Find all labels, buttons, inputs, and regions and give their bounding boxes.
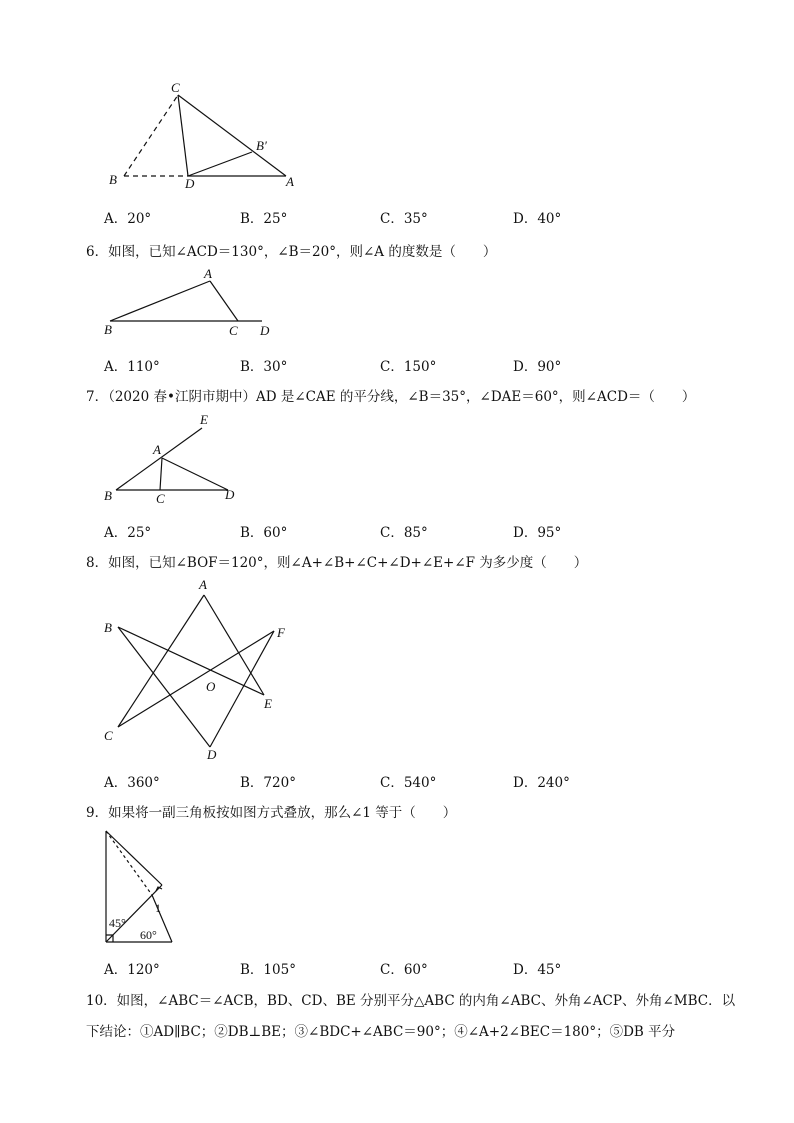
- q9-option-c[interactable]: C．60°: [380, 962, 428, 978]
- q6-options: [0, 355, 794, 375]
- q5-figure: [100, 80, 320, 195]
- point-label-D: D: [185, 176, 195, 191]
- q5-options: [0, 207, 794, 227]
- q5-option-b[interactable]: B．25°: [240, 211, 288, 227]
- q6-stem: 6．如图，已知∠ACD＝130°，∠B＝20°，则∠A 的度数是（ ）: [86, 244, 497, 260]
- q8-figure: [100, 575, 300, 765]
- point-label-D: D: [260, 323, 270, 338]
- q10-stem-line2: 下结论：①AD∥BC；②DB⊥BE；③∠BDC+∠ABC＝90°；④∠A+2∠BEC＝180°；⑤DB 平分: [86, 1024, 676, 1040]
- q7-option-c[interactable]: C．85°: [380, 525, 428, 541]
- q9-stem: 9．如果将一副三角板按如图方式叠放，那么∠1 等于（ ）: [86, 805, 457, 821]
- angle-label-60: 60°: [140, 928, 157, 942]
- angle-label-45: 45°: [109, 916, 126, 930]
- q9-option-a[interactable]: A．120°: [104, 962, 160, 978]
- q9-options: [0, 958, 794, 978]
- q6-option-d[interactable]: D．90°: [513, 359, 562, 375]
- q7-stem: 7．（2020 春•江阴市期中）AD 是∠CAE 的平分线，∠B＝35°，∠DAE＝60°，则∠ACD＝（ ）: [86, 389, 696, 405]
- point-label-A: A: [286, 174, 294, 189]
- q7-option-d[interactable]: D．95°: [513, 525, 562, 541]
- point-label-B-prime: B′: [256, 138, 267, 153]
- point-label-C: C: [156, 491, 165, 506]
- angle-label-1: 1: [155, 901, 161, 915]
- point-label-B: B: [104, 488, 112, 503]
- point-label-A: A: [204, 266, 212, 281]
- q7-figure: [100, 408, 250, 508]
- point-label-D: D: [225, 487, 235, 502]
- point-label-O: O: [206, 679, 216, 694]
- point-label-A: A: [153, 442, 161, 457]
- q7-option-a[interactable]: A．25°: [104, 525, 152, 541]
- point-label-D: D: [207, 747, 217, 762]
- q7-options: [0, 521, 794, 541]
- point-label-E: E: [200, 412, 208, 427]
- point-label-C: C: [229, 323, 238, 338]
- q9-option-b[interactable]: B．105°: [240, 962, 296, 978]
- q6-option-b[interactable]: B．30°: [240, 359, 288, 375]
- q5-option-d[interactable]: D．40°: [513, 211, 562, 227]
- point-label-B: B: [104, 620, 112, 635]
- q10-stem-line1: 10．如图，∠ABC＝∠ACB，BD、CD、BE 分别平分△ABC 的内角∠ABC、外角∠ACP、外角∠MBC．以: [86, 993, 736, 1009]
- q8-option-c[interactable]: C．540°: [380, 775, 437, 791]
- q6-option-c[interactable]: C．150°: [380, 359, 437, 375]
- q6-figure: [100, 265, 290, 340]
- q8-options: [0, 771, 794, 791]
- q5-option-c[interactable]: C．35°: [380, 211, 428, 227]
- point-label-B: B: [109, 172, 117, 187]
- q7-option-b[interactable]: B．60°: [240, 525, 288, 541]
- q8-option-a[interactable]: A．360°: [104, 775, 160, 791]
- point-label-E: E: [264, 696, 272, 711]
- point-label-C: C: [104, 728, 113, 743]
- q8-stem: 8．如图，已知∠BOF＝120°，则∠A+∠B+∠C+∠D+∠E+∠F 为多少度（ ）: [86, 555, 588, 571]
- point-label-F: F: [277, 625, 285, 640]
- q6-option-a[interactable]: A．110°: [104, 359, 160, 375]
- q8-option-b[interactable]: B．720°: [240, 775, 296, 791]
- point-label-B: B: [104, 322, 112, 337]
- point-label-C: C: [171, 80, 180, 95]
- point-label-A: A: [199, 577, 207, 592]
- q5-option-a[interactable]: A．20°: [104, 211, 152, 227]
- q8-option-d[interactable]: D．240°: [513, 775, 570, 791]
- q9-figure: [100, 825, 190, 950]
- q9-option-d[interactable]: D．45°: [513, 962, 562, 978]
